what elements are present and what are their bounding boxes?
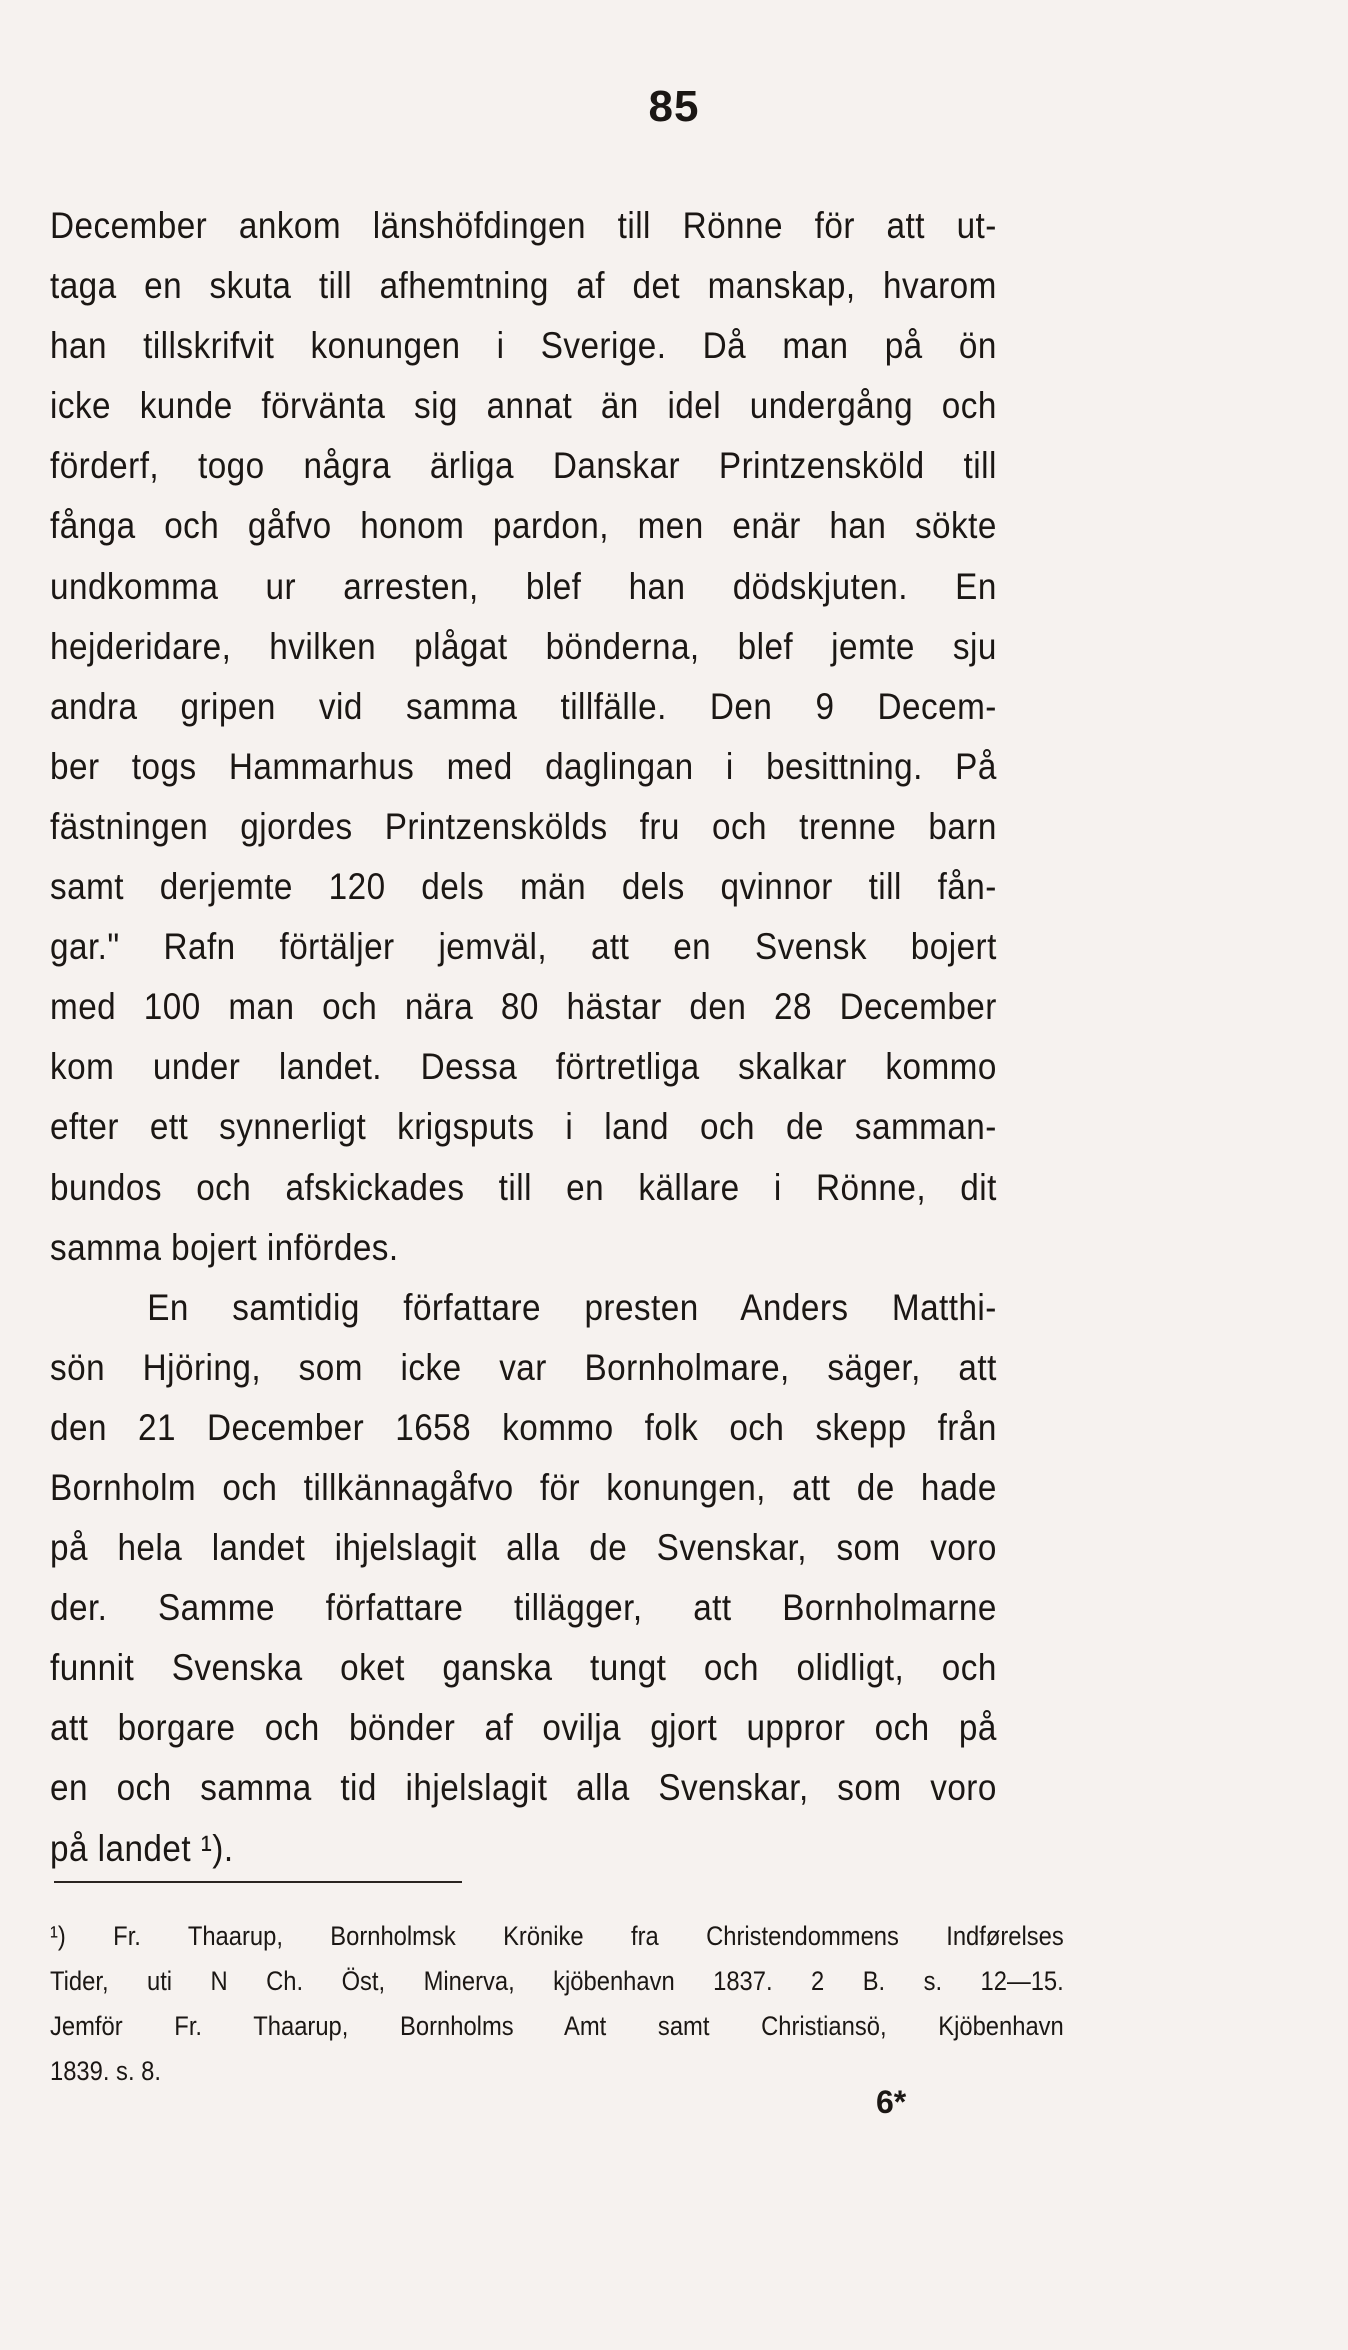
text-line: kom under landet. Dessa förtretliga skalkar kommo (50, 1046, 997, 1088)
text-line: han tillskrifvit konungen i Sverige. Då man på ön (50, 325, 997, 367)
text-line: hejderidare, hvilken plågat bönderna, blef jemte sju (50, 625, 997, 667)
footnote-line: ¹) Fr. Thaarup, Bornholmsk Krönike fra Christendommens Indførelses (50, 1921, 1064, 1951)
text-line: med 100 man och nära 80 hästar den 28 December (50, 986, 997, 1028)
text-line: taga en skuta till afhemtning af det manskap, hvarom (50, 265, 997, 307)
text-line: Bornholm och tillkännagåfvo för konungen, att de hade (50, 1466, 997, 1508)
text-line: En samtidig författare presten Anders Matthi- (147, 1286, 997, 1328)
text-line: gar." Rafn förtäljer jemväl, att en Svensk bojert (50, 926, 997, 968)
text-line: andra gripen vid samma tillfälle. Den 9 Decem- (50, 685, 997, 727)
text-line: efter ett synnerligt krigsputs i land och de samman- (50, 1106, 997, 1148)
page-number: 85 (648, 82, 700, 131)
footnote-divider (54, 1881, 462, 1883)
text-line: på landet ¹). (50, 1827, 234, 1869)
text-line: samt derjemte 120 dels män dels qvinnor till fån- (50, 866, 997, 908)
text-line: undkomma ur arresten, blef han dödskjuten. En (50, 565, 997, 607)
text-line: fästningen gjordes Printzenskölds fru och trenne barn (50, 805, 997, 847)
text-line: den 21 December 1658 kommo folk och skepp från (50, 1406, 997, 1448)
text-line: förderf, togo några ärliga Danskar Printzensköld till (50, 445, 997, 487)
text-line: fånga och gåfvo honom pardon, men enär han sökte (50, 505, 997, 547)
text-line: icke kunde förvänta sig annat än idel undergång och (50, 385, 997, 427)
text-line: funnit Svenska oket ganska tungt och olidligt, och (50, 1647, 997, 1689)
text-line: att borgare och bönder af ovilja gjort uppror och på (50, 1707, 997, 1749)
text-line: på hela landet ihjelslagit alla de Svenskar, som voro (50, 1527, 997, 1569)
body-text (50, 196, 997, 1879)
footnote-line: 1839. s. 8. (50, 2056, 161, 2086)
footnote-line: Jemför Fr. Thaarup, Bornholms Amt samt Christiansö, Kjöbenhavn (50, 2011, 1064, 2041)
text-line: en och samma tid ihjelslagit alla Svenskar, som voro (50, 1767, 997, 1809)
text-line: samma bojert infördes. (50, 1226, 399, 1268)
text-line: bundos och afskickades till en källare i Rönne, dit (50, 1166, 997, 1208)
footnote (50, 1914, 1064, 2094)
text-line: December ankom länshöfdingen till Rönne för att ut- (50, 205, 997, 246)
text-line: der. Samme författare tillägger, att Bornholmarne (50, 1587, 997, 1629)
text-line: sön Hjöring, som icke var Bornholmare, säger, att (50, 1346, 997, 1388)
signature-mark: 6* (876, 2084, 907, 2120)
text-line: ber togs Hammarhus med daglingan i besittning. På (50, 745, 997, 787)
footnote-line: Tider, uti N Ch. Öst, Minerva, kjöbenhavn 1837. 2 B. s. 12—15. (50, 1966, 1064, 1996)
